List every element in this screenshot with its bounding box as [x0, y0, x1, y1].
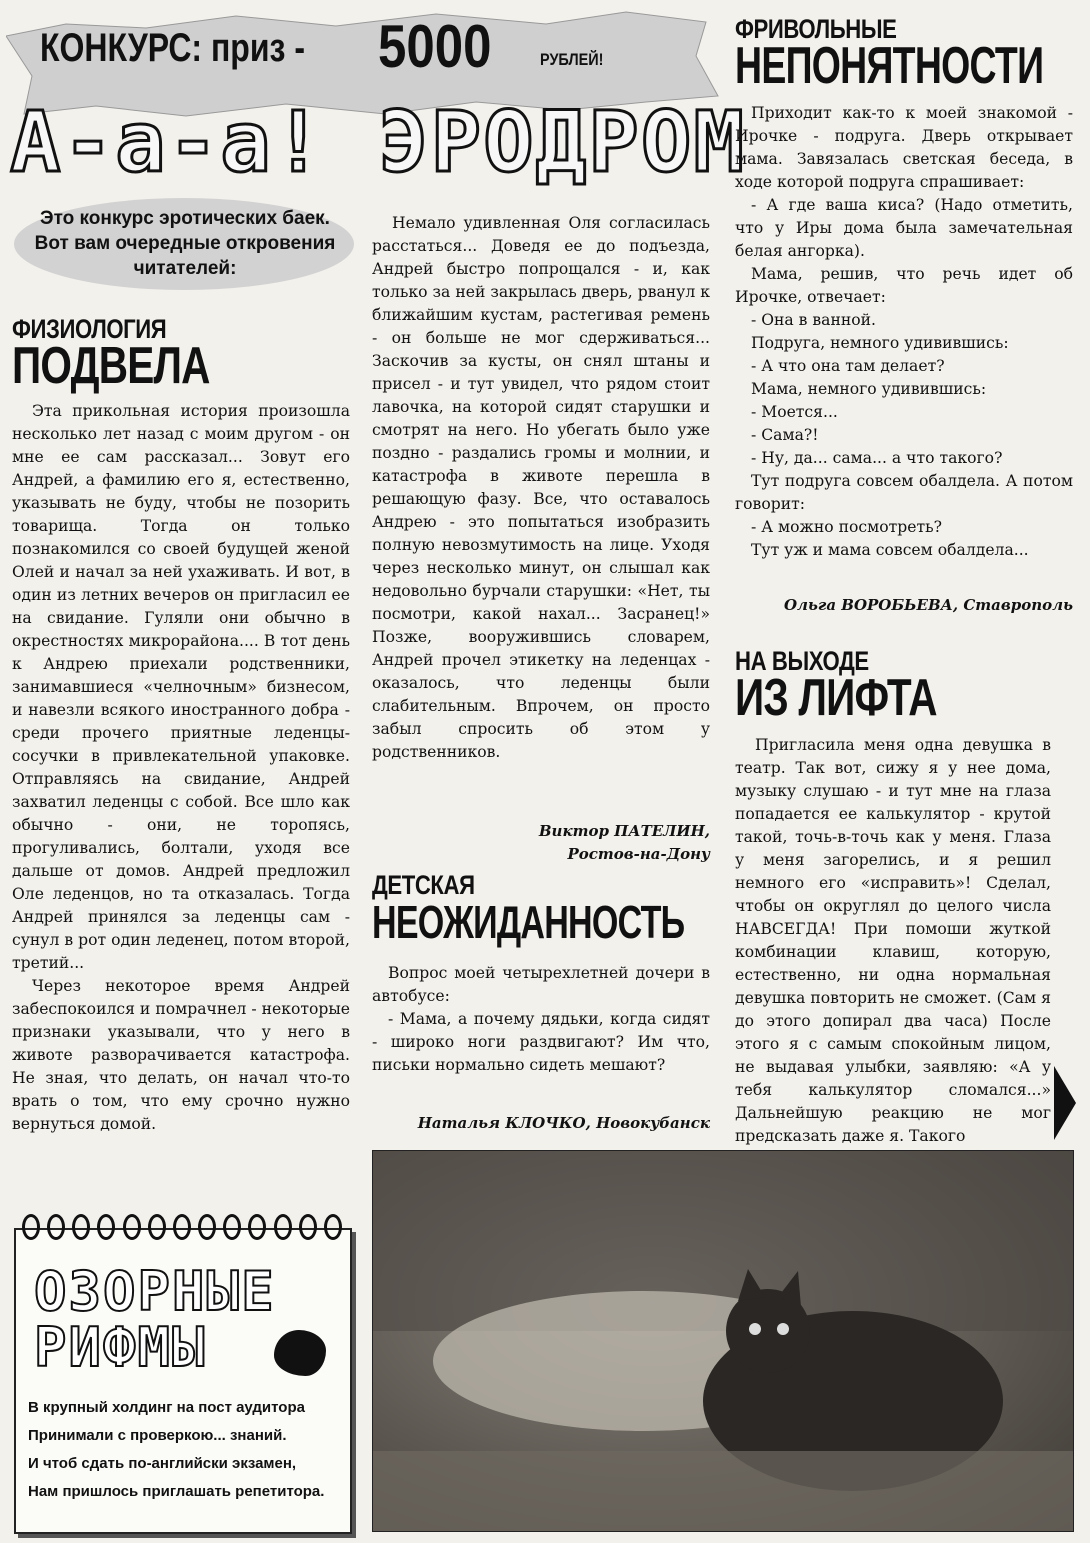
rhymes-title-line1: ОЗОРНЫЕ — [34, 1260, 276, 1323]
rhymes-poem — [28, 1394, 340, 1506]
ink-blot — [274, 1330, 326, 1376]
spiral-ring-icon — [198, 1214, 216, 1240]
story1-author: Виктор ПАТЕЛИН, — [538, 822, 710, 840]
story1-paragraph: Эта прикольная история произошла несколько лет назад с моим другом - он мне ее сам рассказал... Зовут его Андрей, а фамилию его я, естественно, указывать не буду, чтобы не позорить товарища. Тогда он только познакомился со своей будущей женой Олей и начал за ней ухаживать. И вот, в один из летних вечеров он пригласил ее на свидание. Гуляли они обычно в окрестностях микрорайона.... В тот день к Андрею приехали родственники, занимавшиеся «челночным» бизнесом, и навезли всякого иностранного добра - среди прочего приятные леденцы-сосучки в привлекательной упаковке. Отправляясь на свидание, Андрей захватил леденцы с собой. Все шло как обычно - они, не торопясь, прогуливались, болтали, уходя все дальше от домов. Андрей предложил Оле леденцов, но та отказалась. Тогда Андрей принялся за леденцы сам - сунул в рот один леденец, потом второй, третий... — [12, 402, 350, 972]
spiral-ring-icon — [47, 1214, 65, 1240]
story2-signature: Наталья КЛОЧКО, Новокубанск — [417, 1114, 710, 1132]
story3-kicker: ФРИВОЛЬНЫЕ — [735, 14, 897, 44]
banner-prefix: КОНКУРС: приз - — [40, 26, 305, 70]
story3-line: - А можно посмотреть? — [751, 518, 942, 536]
story3-line: - Ну, да... сама... а что такого? — [751, 449, 1003, 467]
rhymes-line: И чтоб сдать по-английски экзамен, — [28, 1455, 297, 1472]
spiral-ring-icon — [123, 1214, 141, 1240]
story1-paragraph: Через некоторое время Андрей забеспокоился и помрачнел - некоторые признаки указывали, что у него в животе разворачивается катастрофа. Не зная, что делать, он начал что-то врать о том, что ему срочно нужно вернуться домой. — [12, 977, 350, 1133]
story2-line: Вопрос моей четырехлетней дочери в автобусе: — [372, 964, 710, 1005]
story3-line: Мама, немного удивившись: — [751, 380, 987, 398]
spiral-ring-icon — [72, 1214, 90, 1240]
rhymes-title-line2: РИФМЫ — [34, 1316, 207, 1379]
spiral-ring-icon — [299, 1214, 317, 1240]
story2-line: - Мама, а почему дядьки, когда сидят - широко ноги раздвигают? Им что, письки нормально сидеть мешают? — [372, 1010, 710, 1074]
story3-line: Приходит как-то к моей знакомой - Ирочке - подруга. Дверь открывает мама. Завязалась светская беседа, в ходе которой подруга спрашивает: — [735, 104, 1073, 191]
rhymes-line: Принимали с проверкою... знаний. — [28, 1427, 287, 1444]
contest-intro: Это конкурс эротических баек. Вот вам очередные откровения читателей: — [34, 208, 336, 279]
rhymes-line: В крупный холдинг на пост аудитора — [28, 1399, 305, 1416]
prize-amount: 5000 — [378, 13, 492, 80]
triangle-right-icon — [1054, 1066, 1076, 1140]
story3-line: Тут подруга совсем обалдела. А потом говорит: — [735, 472, 1073, 513]
story1-body — [12, 400, 350, 1136]
story3-headline: НЕПОНЯТНОСТИ — [735, 37, 1044, 95]
story3-line: - А что она там делает? — [751, 357, 945, 375]
spiral-ring-icon — [324, 1214, 342, 1240]
story3-signature: Ольга ВОРОБЬЕВА, Ставрополь — [783, 596, 1073, 614]
story2-kicker: ДЕТСКАЯ — [372, 870, 475, 900]
notepad-rings — [22, 1214, 342, 1248]
spiral-ring-icon — [148, 1214, 166, 1240]
story4-body — [735, 734, 1051, 1148]
story1-continuation-text: Немало удивленная Оля согласилась расстаться... Доведя ее до подъезда, Андрей быстро попрощался - и, как только за ней закрылась дверь, рванул к ближайшим кустам, растегивая ремень - он больше не мог сдерживаться... Заскочив за кусты, он снял штаны и присел - и тут увидел, что рядом стоит лавочка, на которой сидят старушки и смотрят на него. Но убегать было уже поздно - раздались громы и молнии, и катастрофа в животе перешла в решающую фазу. Все, что оставалось Андрею - это попытаться изобразить полную невозмутимость на лице. Уходя через несколько минут, он слышал как недовольно бурчали старушки: «Нет, ты посмотри, какой нахал... Засранец!» Позже, вооружившись словарем, Андрей прочел этикетку на леденцах - оказалось, что леденцы были слабительным. Впрочем, он просто забыл спросить об этом у родственников. — [372, 214, 710, 761]
spiral-ring-icon — [223, 1214, 241, 1240]
story3-line: Мама, решив, что речь идет об Ирочке, отвечает: — [735, 265, 1073, 306]
story1-signature — [372, 820, 710, 866]
story2-headline: НЕОЖИДАННОСТЬ — [372, 896, 685, 948]
story3-line: - Она в ванной. — [751, 311, 876, 329]
story3-line: - А где ваша киса? (Надо отметить, что у Иры дома была замечательная белая ангорка). — [735, 196, 1073, 260]
story1-headline: ПОДВЕЛА — [12, 337, 210, 395]
story3-body — [735, 102, 1073, 562]
story4-text: Пригласила меня одна девушка в театр. Так вот, сижу я у нее дома, музыку слушаю - и тут мне на глаза попадается ее калькулятор - крутой такой, точь-в-точь как у меня. Глаза у меня загорелись, и я решил немного его «исправить»! Сделал, чтобы он округлял до целого числа НАВСЕГДА! При помоши жуткой комбинации клавиш, которую, естественно, ни одна нормальная девушка повторить не сможет. (Сам я до этого допирал два часа) После этого я с самым спокойным лицом, не выдавая улыбки, заявляю: «А у тебя калькулятор сломался...» Дальнейшую реакцию не мог предсказать даже я. Такого — [735, 736, 1051, 1145]
spiral-ring-icon — [22, 1214, 40, 1240]
story4-kicker: НА ВЫХОДЕ — [735, 646, 869, 676]
photo — [372, 1150, 1074, 1532]
story1-kicker: ФИЗИОЛОГИЯ — [12, 314, 167, 344]
story2-body — [372, 962, 710, 1077]
spiral-ring-icon — [274, 1214, 292, 1240]
story1-city: Ростов-на-Дону — [567, 845, 710, 863]
contest-title — [10, 93, 747, 191]
story3-line: Тут уж и мама совсем обалдела... — [751, 541, 1029, 559]
spiral-ring-icon — [173, 1214, 191, 1240]
spiral-ring-icon — [97, 1214, 115, 1240]
prize-unit: РУБЛЕЙ! — [540, 50, 604, 69]
contest-title-text: А-а-а! ЭРОДРОМ — [10, 93, 747, 191]
photo-content — [373, 1151, 1073, 1531]
story3-line: - Моется... — [751, 403, 838, 421]
story3-line: - Сама?! — [751, 426, 819, 444]
spiral-ring-icon — [248, 1214, 266, 1240]
rhymes-line: Нам пришлось приглашать репетитора. — [28, 1483, 325, 1500]
story4-headline: ИЗ ЛИФТА — [735, 669, 937, 727]
story1-continuation — [372, 212, 710, 764]
story3-line: Подруга, немного удивившись: — [751, 334, 1009, 352]
